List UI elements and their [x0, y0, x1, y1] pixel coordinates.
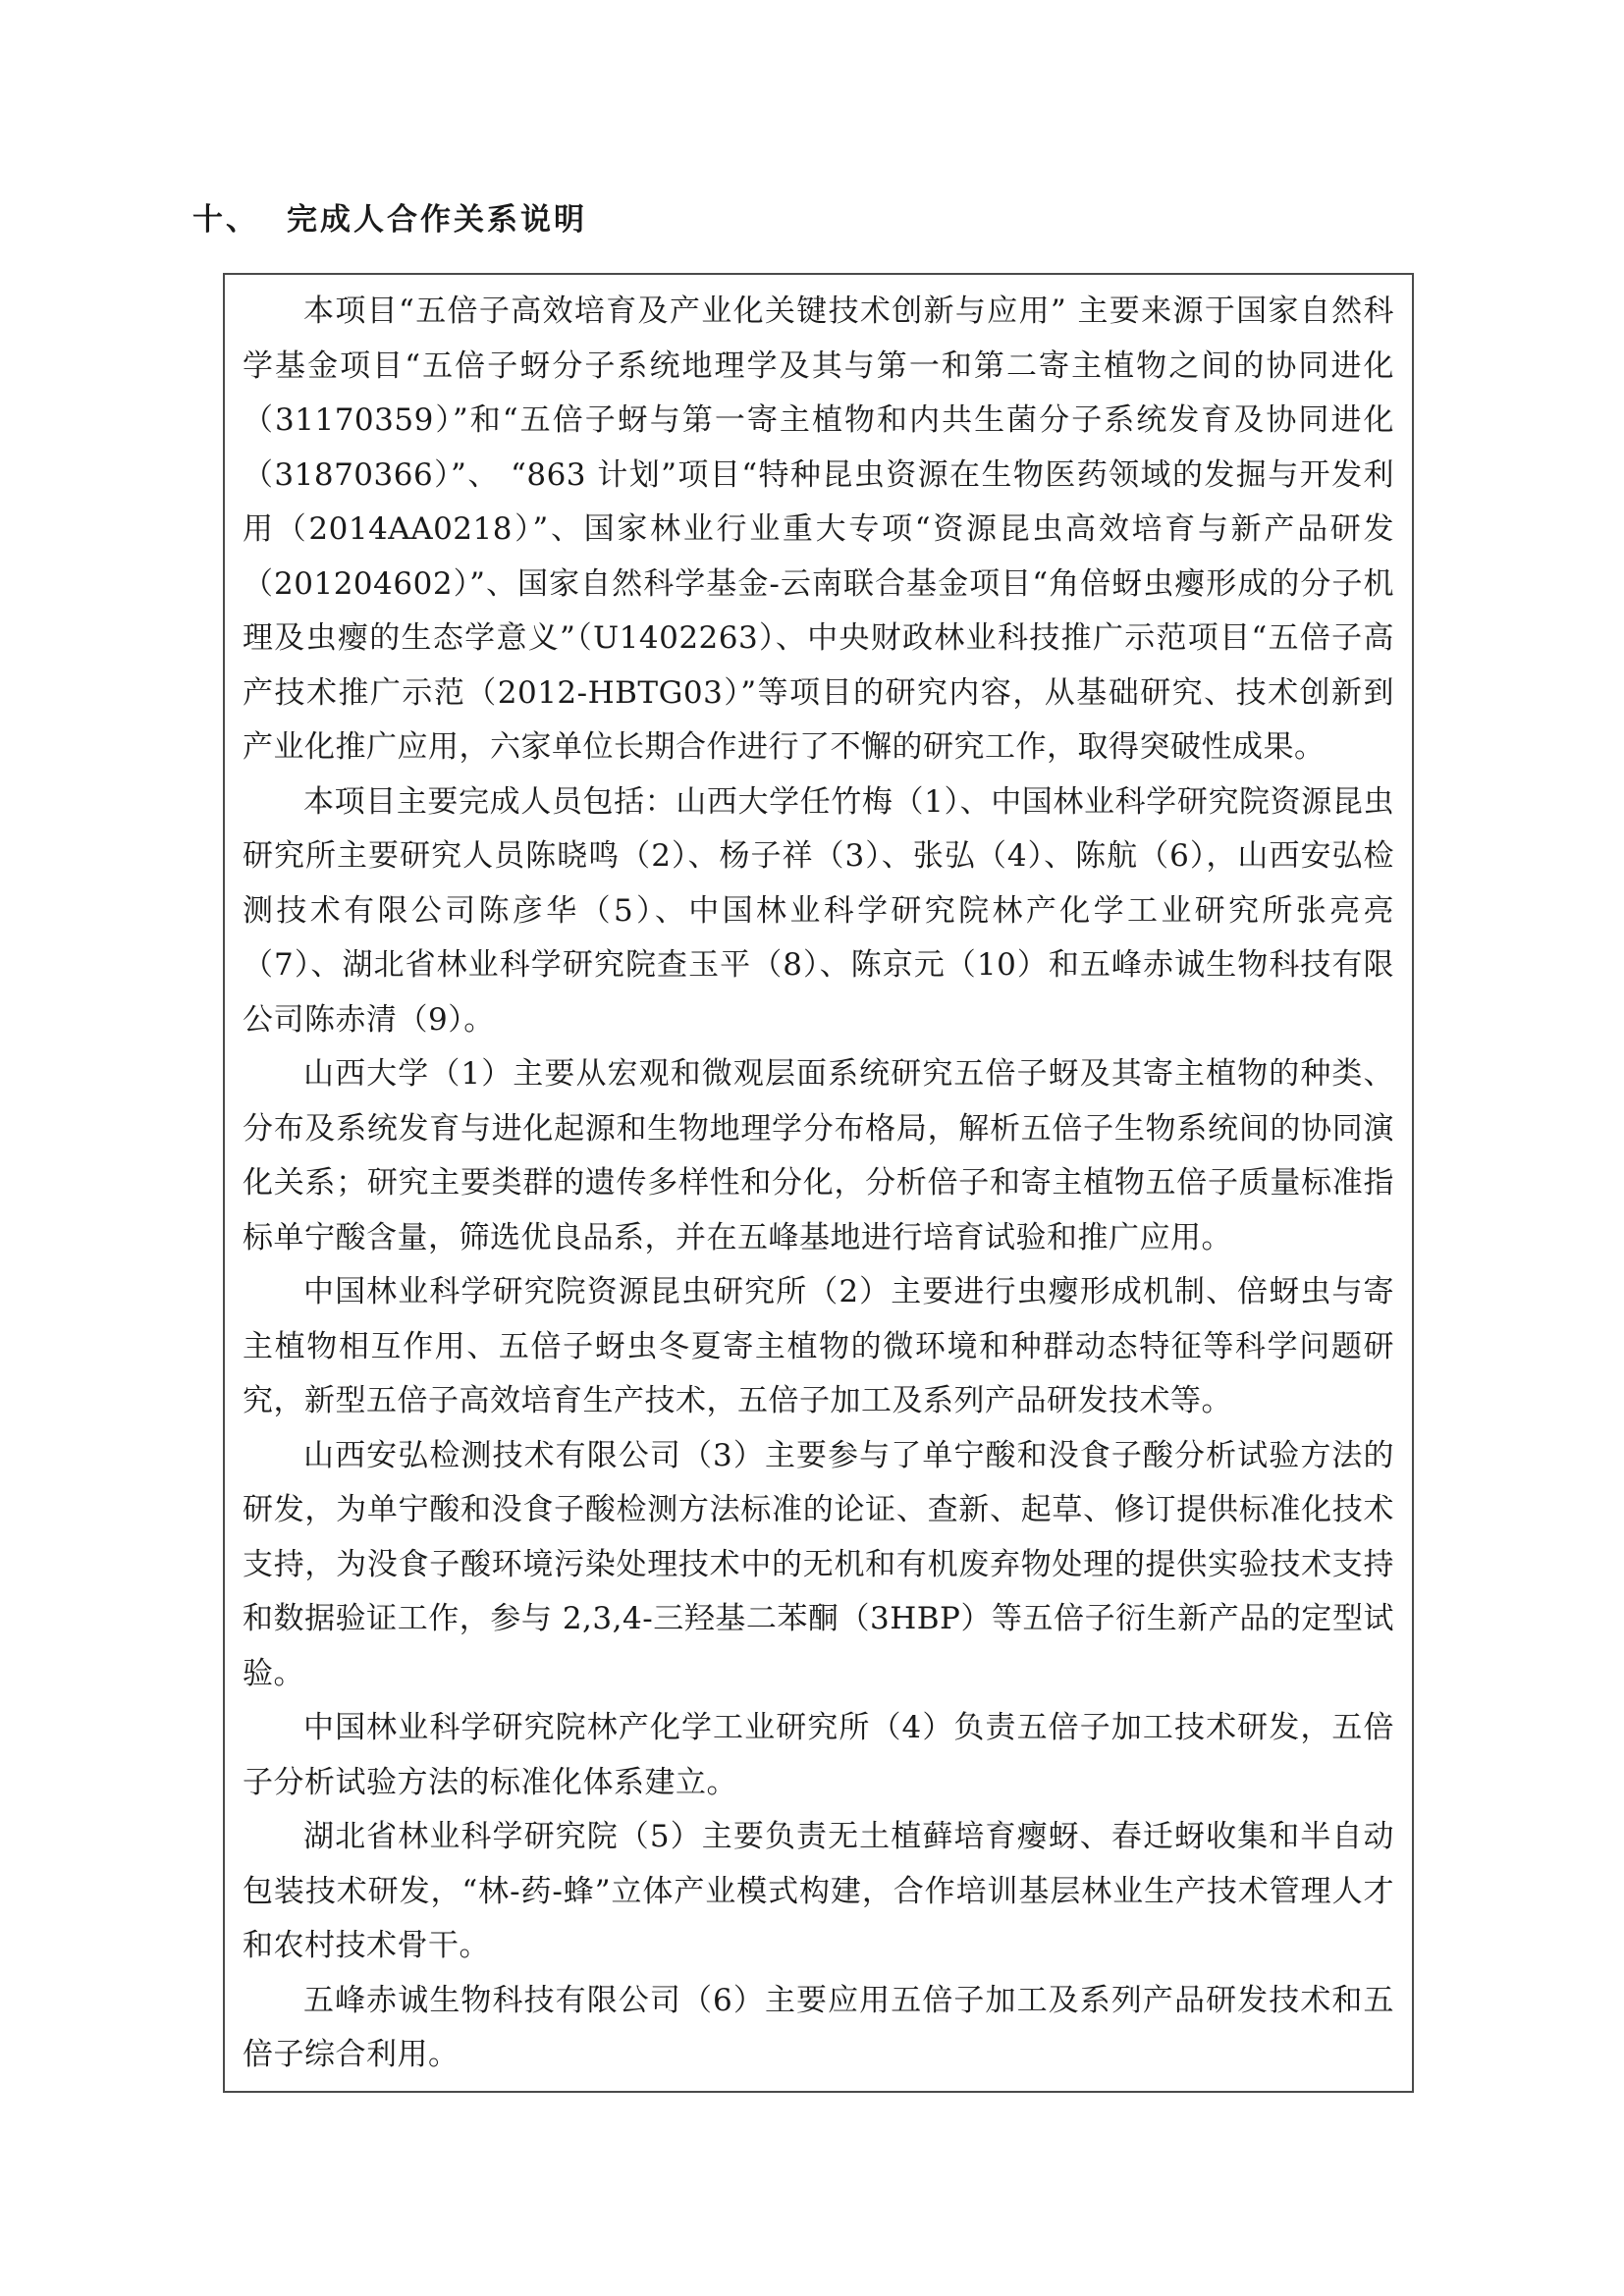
content-box: [223, 273, 1414, 2093]
section-heading: [192, 194, 587, 239]
section-title: 完成人合作关系说明: [287, 202, 587, 238]
paragraph-hubei-academy: 湖北省林业科学研究院（5）主要负责无土植藓培育瘿蚜、春迁蚜收集和半自动包装技术研发，“林-药-蜂”立体产业模式构建，合作培训基层林业生产技术管理人才和农村技术骨干。: [243, 1819, 1394, 1963]
paragraph-wufeng-chicheng: 五峰赤诚生物科技有限公司（6）主要应用五倍子加工及系列产品研发技术和五倍子综合利用。: [243, 1982, 1394, 2072]
paragraph-resource-insect-institute: 中国林业科学研究院资源昆虫研究所（2）主要进行虫瘿形成机制、倍蚜虫与寄主植物相互作用、五倍子蚜虫冬夏寄主植物的微环境和种群动态特征等科学问题研究，新型五倍子高效培育生产技术，五倍子加工及系列产品研发技术等。: [243, 1274, 1394, 1418]
paragraph-personnel: 本项目主要完成人员包括：山西大学任竹梅（1）、中国林业科学研究院资源昆虫研究所主要研究人员陈晓鸣（2）、杨子祥（3）、张弘（4）、陈航（6），山西安弘检测技术有限公司陈彦华（5）、中国林业科学研究院林产化学工业研究所张亮亮（7）、湖北省林业科学研究院查玉平（8）、陈京元（10）和五峰赤诚生物科技有限公司陈赤清（9）。: [243, 783, 1394, 1038]
section-number: 十、: [192, 202, 259, 238]
paragraph-chemical-industry-institute: 中国林业科学研究院林产化学工业研究所（4）负责五倍子加工技术研发，五倍子分析试验方法的标准化体系建立。: [243, 1710, 1394, 1800]
paragraph-shanxi-anhong: 山西安弘检测技术有限公司（3）主要参与了单宁酸和没食子酸分析试验方法的研发，为单宁酸和没食子酸检测方法标准的论证、查新、起草、修订提供标准化技术支持，为没食子酸环境污染处理技术中的无机和有机废弃物处理的提供实验技术支持和数据验证工作，参与 2,3,4-三羟基二苯酮（3HBP）等五倍子衍生新产品的定型试验。: [243, 1437, 1394, 1691]
paragraph-shanxi-university: 山西大学（1）主要从宏观和微观层面系统研究五倍子蚜及其寄主植物的种类、分布及系统发育与进化起源和生物地理学分布格局，解析五倍子生物系统间的协同演化关系；研究主要类群的遗传多样性和分化，分析倍子和寄主植物五倍子质量标准指标单宁酸含量，筛选优良品系，并在五峰基地进行培育试验和推广应用。: [243, 1056, 1394, 1255]
paragraph-project-sources: 本项目“五倍子高效培育及产业化关键技术创新与应用” 主要来源于国家自然科学基金项目“五倍子蚜分子系统地理学及其与第一和第二寄主植物之间的协同进化（31170359）”和“五倍子蚜与第一寄主植物和内共生菌分子系统发育及协同进化（31870366）”、 “863 计划”项目“特种昆虫资源在生物医药领域的发掘与开发利用（2014AA0218）”、国家林业行业重大专项“资源昆虫高效培育与新产品研发（201204602）”、国家自然科学基金-云南联合基金项目“角倍蚜虫瘿形成的分子机理及虫瘿的生态学意义”（U1402263）、中央财政林业科技推广示范项目“五倍子高产技术推广示范（2012-HBTG03）”等项目的研究内容，从基础研究、技术创新到产业化推广应用，六家单位长期合作进行了不懈的研究工作，取得突破性成果。: [243, 294, 1394, 765]
